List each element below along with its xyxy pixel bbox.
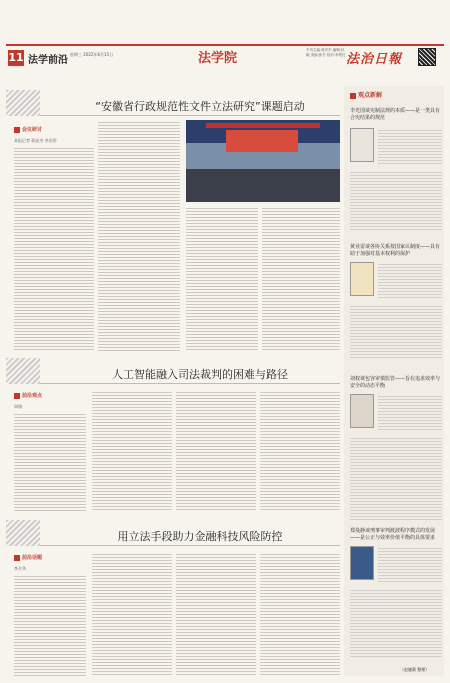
article-1-text-col-3: [186, 206, 258, 352]
article-2-text-col-1: [14, 412, 86, 512]
header-rule: [6, 44, 444, 46]
article-author-2: 周翔: [14, 404, 22, 409]
sidebar-item-text: [378, 394, 442, 430]
article-2-text-col-2: [92, 390, 172, 512]
title-decoration: [6, 520, 40, 546]
article-subhead-1: 会议研讨: [14, 126, 42, 133]
article-1-text-col-1: [14, 146, 94, 352]
section-name: 法学前沿: [28, 55, 68, 66]
sidebar-item-title: 郑曼静谈刑事审判渡波程序模式的发展——是公正与效率价值平衡的具体要求: [350, 528, 436, 541]
sidebar-item-text: [350, 170, 442, 232]
title-decoration: [6, 90, 40, 116]
sidebar-item-text: [350, 588, 442, 658]
newspaper-logo: 法治日報: [346, 52, 403, 67]
tag-icon: [14, 555, 20, 561]
issue-date: 星期三 2022年6月15日: [70, 52, 114, 57]
sidebar-item-title: 刘权谈包容审慎监管——旨在追求效率与安全的动态平衡: [350, 376, 441, 389]
sidebar-item-title: 李光国谈宪制法规的本质——是一类具有合宪结果的规范: [350, 108, 441, 121]
qr-code-icon: [418, 48, 436, 66]
book-cover: [350, 394, 374, 428]
sidebar-item-text: [378, 262, 442, 298]
book-cover: [350, 128, 374, 162]
book-cover: [350, 262, 374, 296]
title-decoration: [6, 358, 40, 384]
sidebar-footer: （赵婕葳 整理）: [400, 667, 430, 672]
photo-banner: [206, 123, 320, 128]
sidebar-item-text: [378, 128, 442, 164]
article-subhead-3: 前沿话题: [14, 554, 42, 561]
article-title-2: 人工智能融入司法裁判的困难与路径: [40, 358, 340, 384]
tag-icon: [14, 127, 20, 133]
article-author-3: 李月华: [14, 566, 26, 571]
page-number: 11: [8, 51, 24, 64]
article-3-text-col-3: [176, 552, 256, 676]
column-title: 法学院: [198, 51, 238, 66]
sidebar-item-text: [350, 304, 442, 360]
tag-icon: [14, 393, 20, 399]
article-3-text-col-1: [14, 574, 86, 676]
meeting-photo: [186, 120, 340, 202]
article-3-text-col-4: [260, 552, 340, 676]
sidebar-item-title: 黄业雷谈各协关系按国家认制度——具有助于加强对基本权利的保护: [350, 244, 441, 257]
sidebar-item-text: [350, 436, 442, 520]
article-author-1: 本报记者 蒋安杰 李光明: [14, 138, 57, 143]
article-1-text-col-4: [262, 206, 340, 352]
sidebar-tag: 观点新解: [350, 90, 382, 99]
article-2-text-col-3: [176, 390, 256, 512]
article-2-text-col-4: [260, 390, 340, 512]
article-subhead-2: 前沿观点: [14, 392, 42, 399]
tag-icon: [350, 93, 356, 99]
article-3-text-col-2: [92, 552, 172, 676]
article-title-3: 用立法手段助力金融科技风险防控: [40, 520, 340, 546]
article-1-text-col-2: [98, 120, 180, 352]
sidebar-item-text: [378, 546, 442, 582]
article-title-1: “安徽省行政规范性文件立法研究”课题启动: [40, 90, 340, 116]
editors-credit: 专刊主编:蒋安杰 编辑:杜晓 美编:张冬 校对:李景红: [306, 48, 346, 57]
photo-screen: [226, 130, 298, 152]
book-cover: [350, 546, 374, 580]
